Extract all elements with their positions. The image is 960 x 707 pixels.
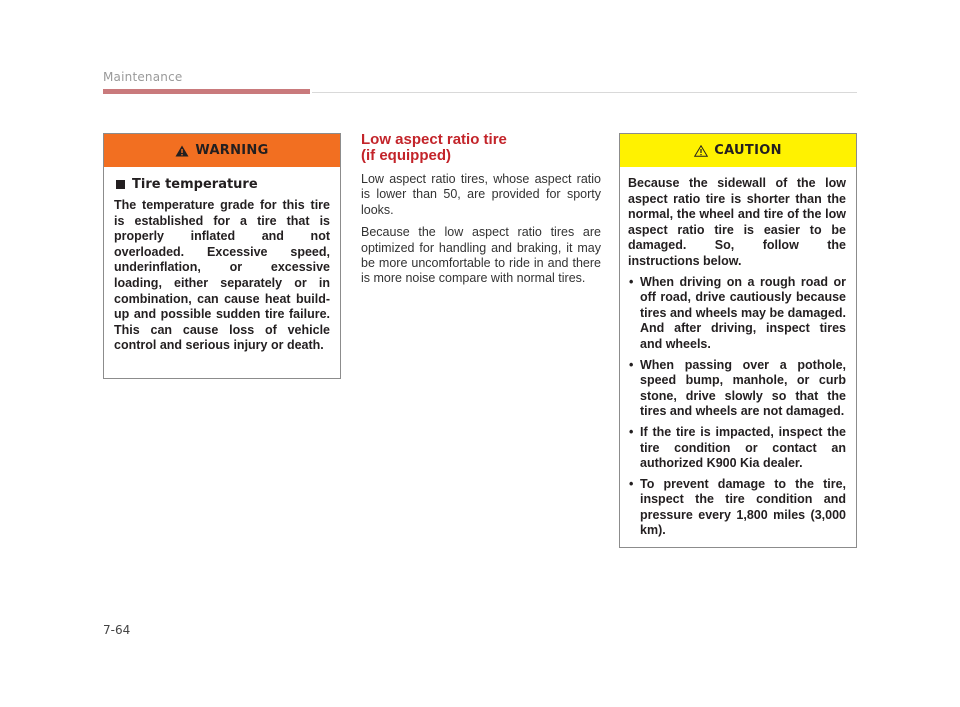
warning-label: WARNING — [195, 143, 269, 158]
warning-subheading-text: Tire temperature — [132, 177, 258, 192]
section-heading — [361, 132, 601, 164]
heading-line-1: Low aspect ratio tire — [361, 131, 507, 148]
caution-list — [628, 275, 846, 540]
warning-subheading — [114, 177, 330, 192]
section-title: Maintenance — [103, 70, 183, 84]
low-aspect-section — [361, 132, 601, 294]
list-item: • To prevent damage to the tire, inspect the tire condition and pressure every 1,800 miles (3,000 km). — [628, 477, 846, 539]
caution-triangle-icon — [694, 145, 708, 157]
square-bullet-icon — [116, 180, 125, 189]
heading-line-2: (if equipped) — [361, 147, 451, 164]
list-item: • When driving on a rough road or off road, drive cautiously because tires and wheels may be damaged. And after driving, inspect tires and wheels. — [628, 275, 846, 353]
warning-triangle-icon — [175, 145, 189, 157]
paragraph-2: Because the low aspect ratio tires are optimized for handling and braking, it may be more uncomfortable to ride in and there is more noise compare with normal tires. — [361, 225, 601, 286]
warning-header — [104, 134, 340, 167]
list-item: • When passing over a pothole, speed bump, manhole, or curb stone, drive slowly so that the tires and wheels are not damaged. — [628, 358, 846, 420]
header-accent-rule — [103, 89, 310, 94]
caution-intro: Because the sidewall of the low aspect ratio tire is shorter than the normal, the wheel and tire of the low aspect ratio tire is easier to be damaged. So, follow the instructions below. — [628, 176, 846, 268]
warning-box — [103, 133, 341, 379]
list-item: • If the tire is impacted, inspect the tire condition or contact an authorized K900 Kia dealer. — [628, 425, 846, 472]
caution-header — [620, 134, 856, 167]
paragraph-1: Low aspect ratio tires, whose aspect ratio is lower than 50, are provided for sporty looks. — [361, 172, 601, 217]
caution-label: CAUTION — [714, 143, 782, 158]
warning-text: The temperature grade for this tire is established for a tire that is properly inflated and not overloaded. Excessive speed, underinflation, or excessive loading, either separately or in combination, can cause heat build-up and possible sudden tire failure. This can cause loss of vehicle control and serious injury or death. — [114, 198, 330, 353]
page-number: 7-64 — [103, 623, 131, 637]
caution-box — [619, 133, 857, 548]
header-divider — [312, 92, 857, 93]
